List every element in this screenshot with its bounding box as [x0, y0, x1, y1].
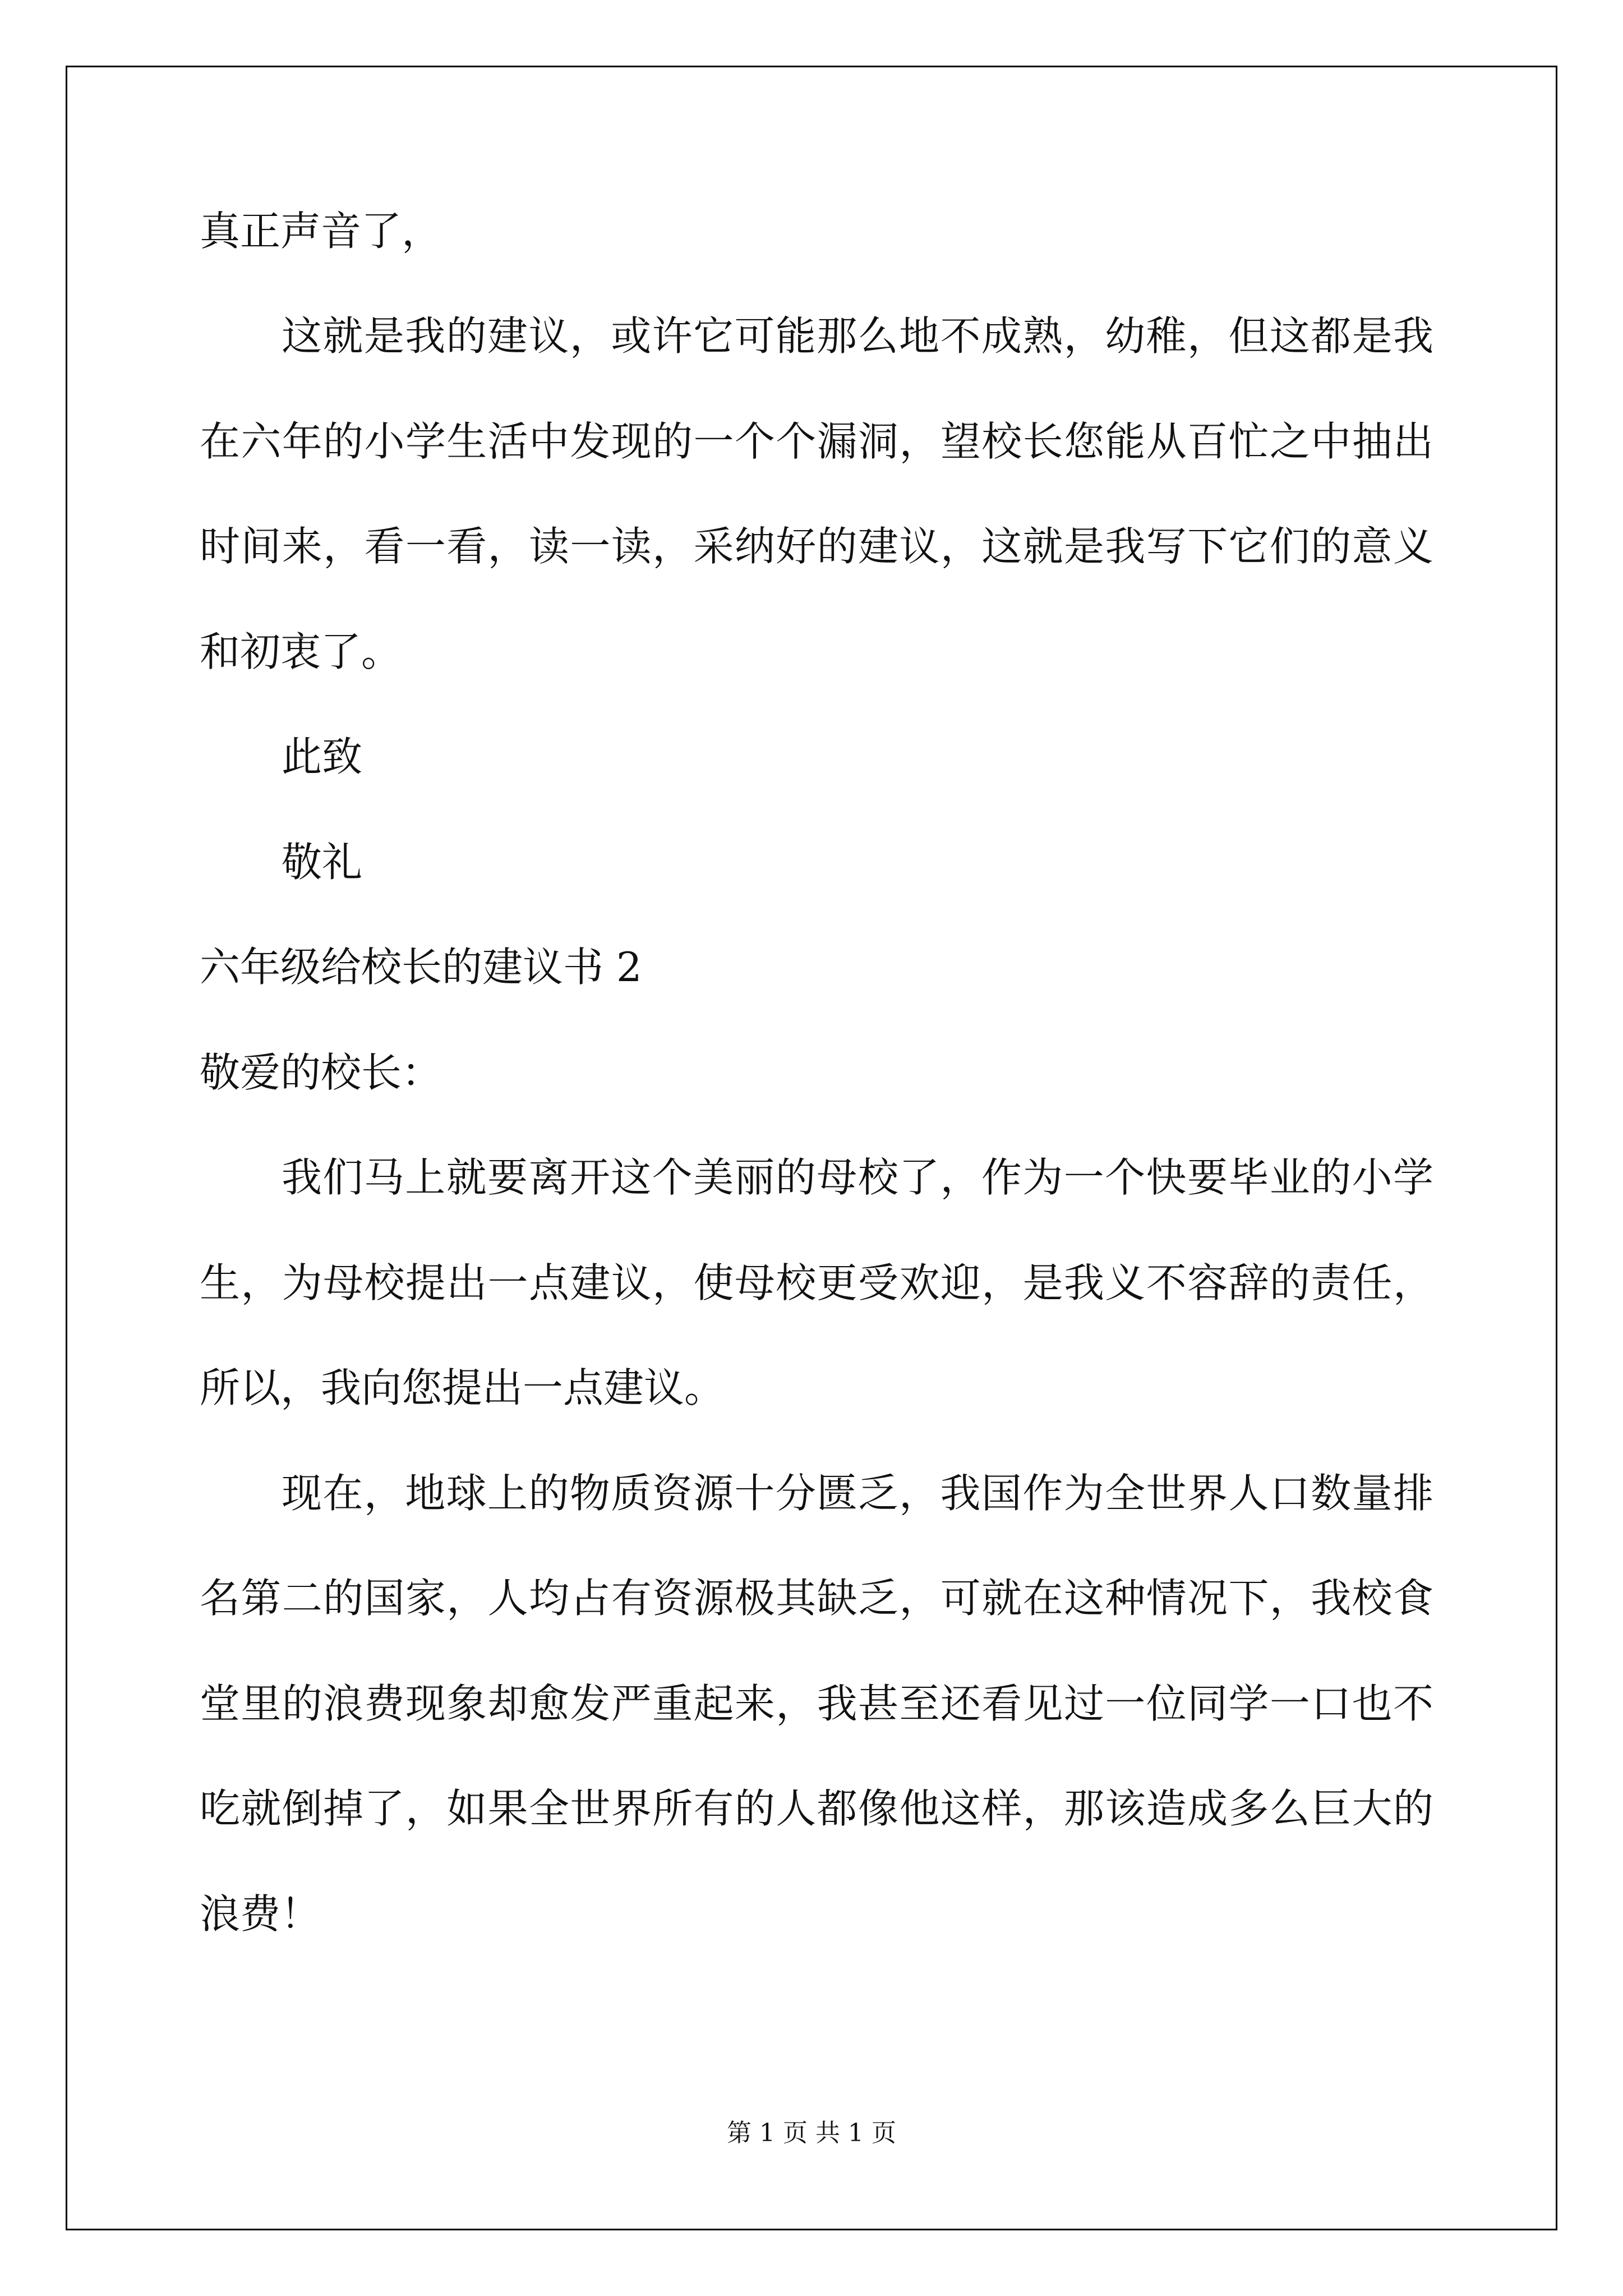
- text-line-11: 生，为母校提出一点建议，使母校更受欢迎，是我义不容辞的责任，: [200, 1259, 1433, 1306]
- closing-regards: 敬礼: [282, 839, 363, 886]
- text-line-4: 时间来，看一看，读一读，采纳好的建议，这就是我写下它们的意义: [200, 523, 1433, 570]
- text-line-2: 这就是我的建议，或许它可能那么地不成熟，幼稚，但这都是我: [282, 312, 1433, 360]
- text-line-3: 在六年的小学生活中发现的一个个漏洞，望校长您能从百忙之中抽出: [200, 418, 1433, 465]
- text-line-5: 和初衷了。: [200, 628, 402, 675]
- text-line-1: 真正声音了，: [200, 208, 442, 255]
- text-line-12: 所以，我向您提出一点建议。: [200, 1364, 725, 1411]
- text-line-13: 现在，地球上的物质资源十分匮乏，我国作为全世界人口数量排: [282, 1470, 1433, 1517]
- text-line-10: 我们马上就要离开这个美丽的母校了，作为一个快要毕业的小学: [282, 1154, 1433, 1201]
- closing-salutation: 此致: [282, 733, 363, 780]
- text-line-14: 名第二的国家，人均占有资源极其缺乏，可就在这种情况下，我校食: [200, 1575, 1433, 1622]
- text-line-17: 浪费！: [200, 1890, 321, 1938]
- text-line-16: 吃就倒掉了，如果全世界所有的人都像他这样，那该造成多么巨大的: [200, 1785, 1433, 1832]
- page-number-footer: 第 1 页 共 1 页: [727, 2119, 896, 2147]
- text-line-15: 堂里的浪费现象却愈发严重起来，我甚至还看见过一位同学一口也不: [200, 1680, 1433, 1727]
- section-heading: 六年级给校长的建议书 2: [200, 944, 642, 991]
- greeting: 敬爱的校长：: [200, 1049, 442, 1096]
